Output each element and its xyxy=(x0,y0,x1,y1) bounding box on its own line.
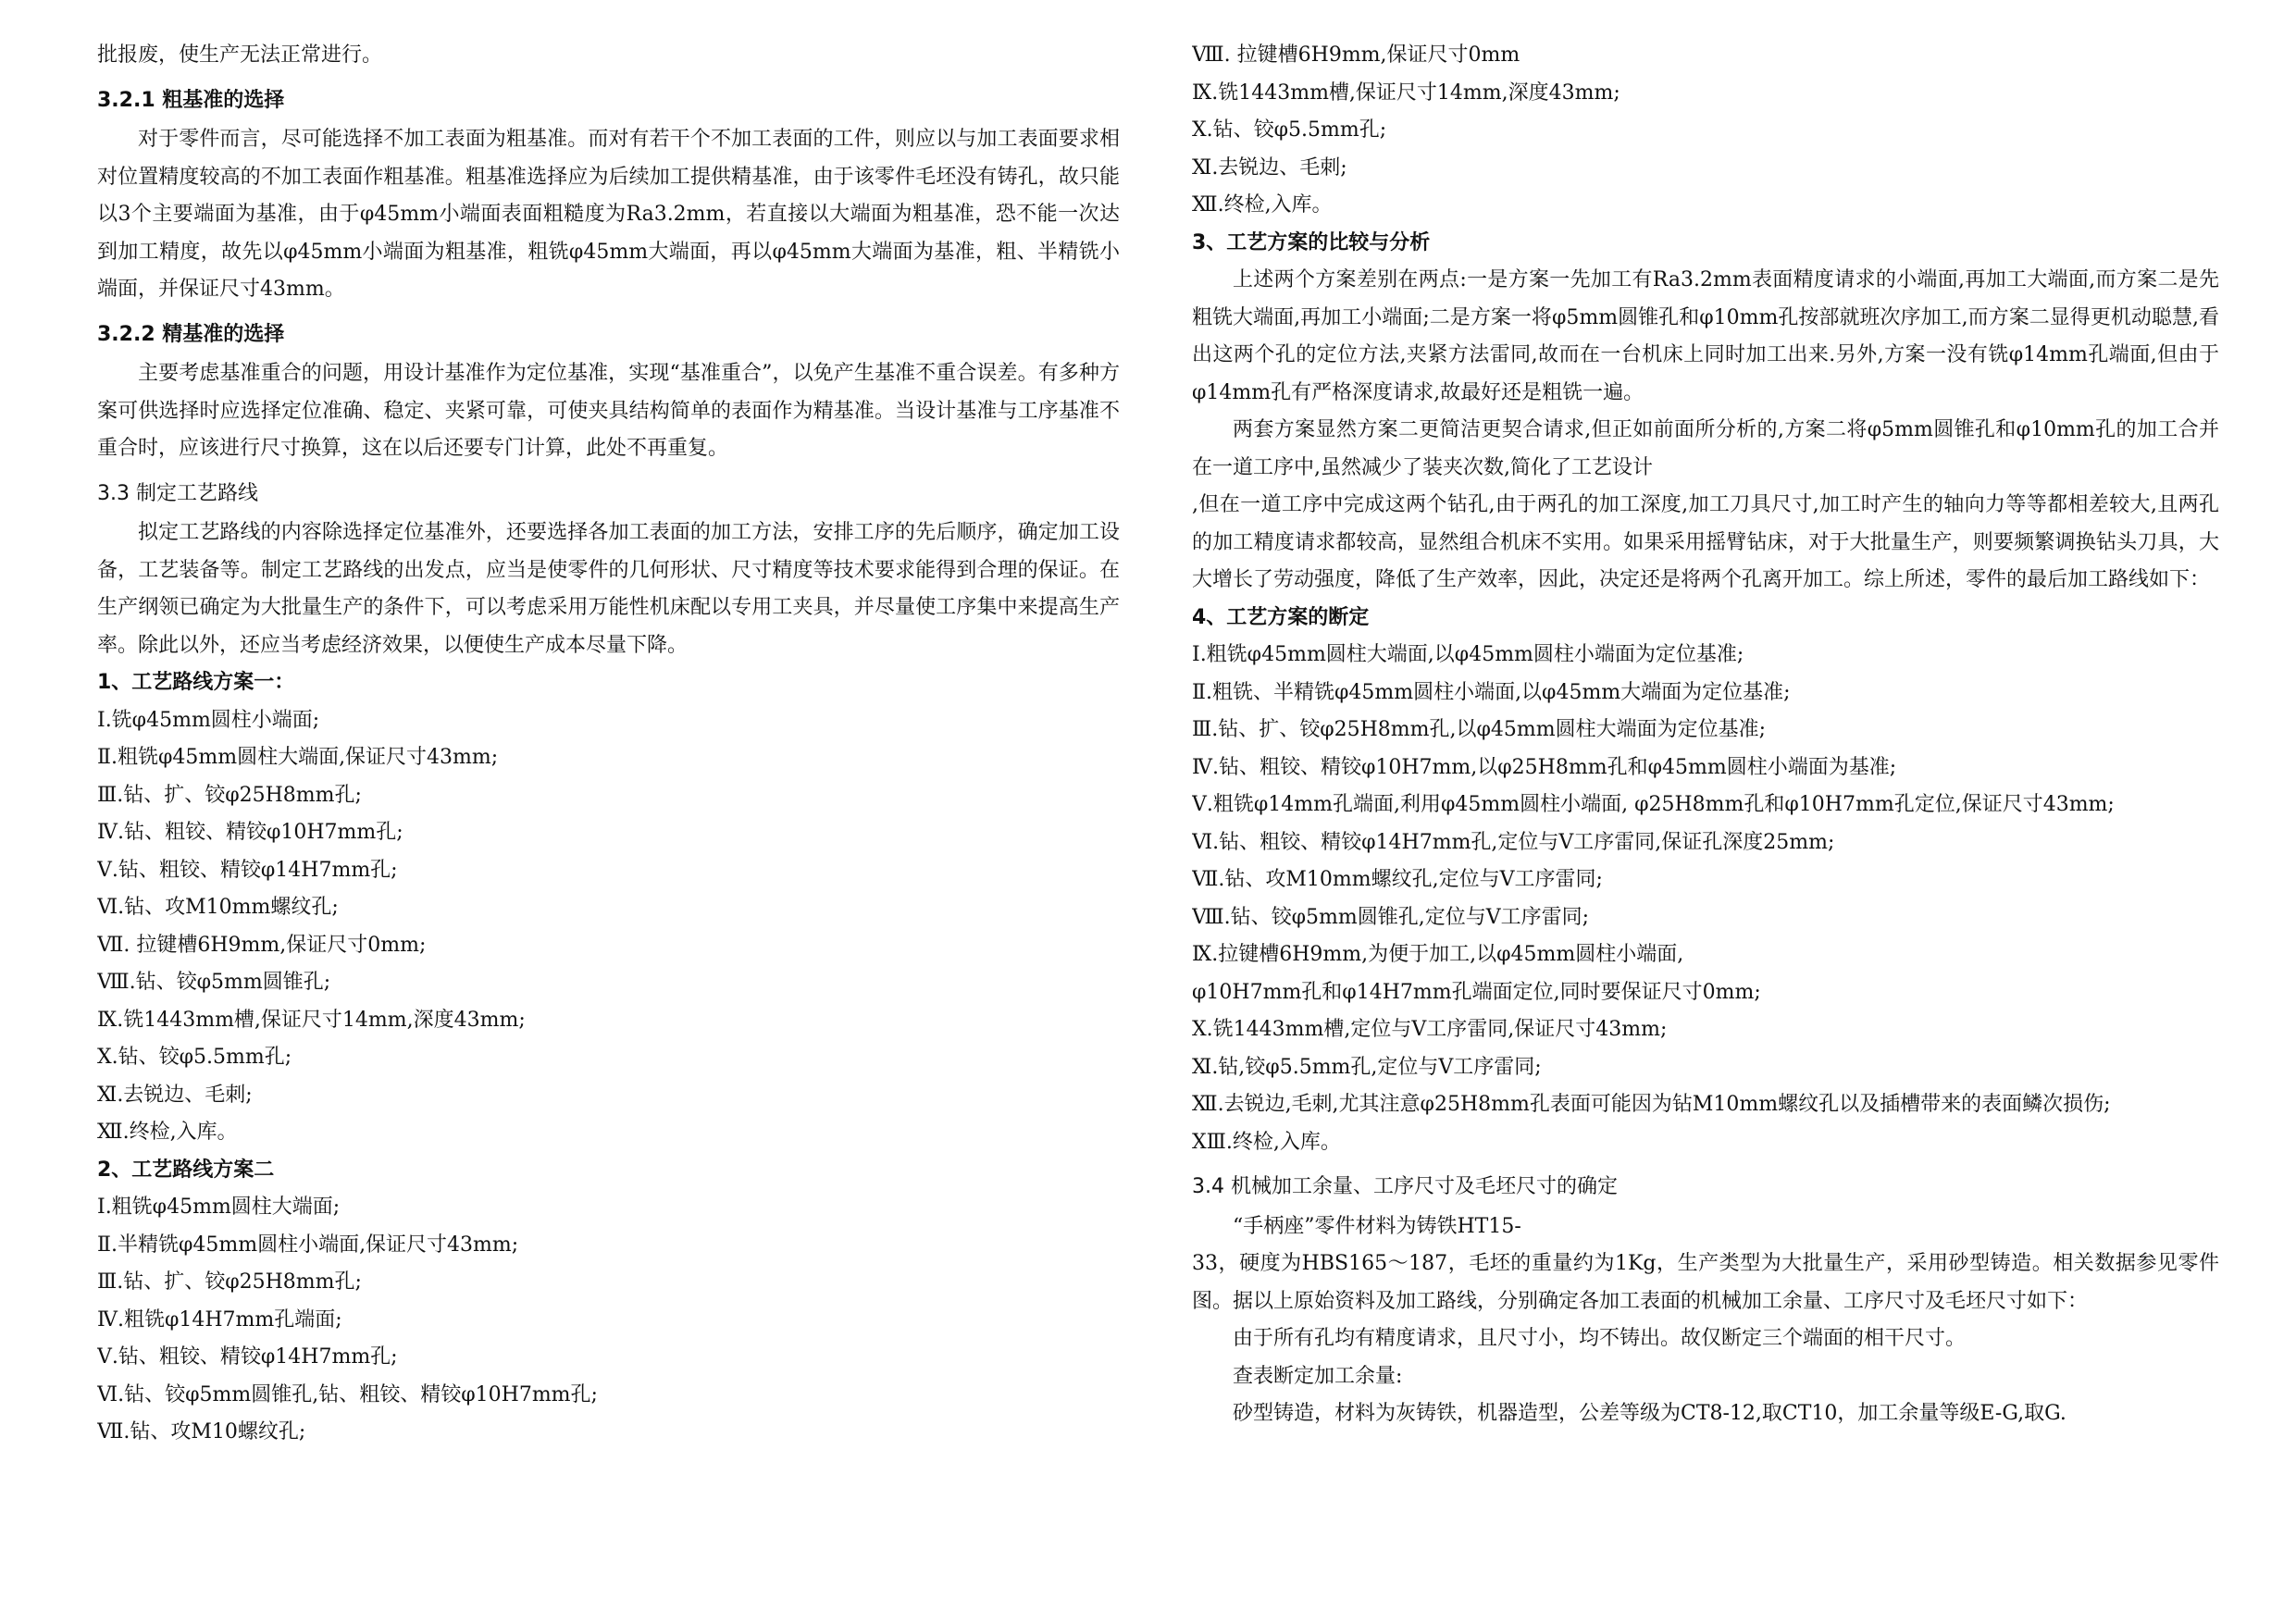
section-3-4-first-line: “手柄座”零件材料为铸铁HT15- xyxy=(1233,1214,1521,1238)
list-item: Ⅰ.粗铣φ45mm圆柱大端面,以φ45mm圆柱小端面为定位基准; xyxy=(1192,643,1744,666)
list-item: Ⅱ.半精铣φ45mm圆柱小端面,保证尺寸43mm; xyxy=(97,1233,519,1257)
list-item: Ⅺ.钻,铰φ5.5mm孔,定位与Ⅴ工序雷同; xyxy=(1192,1055,1542,1079)
section-3-3-heading: 3.3 制定工艺路线 xyxy=(97,481,258,505)
list-item: Ⅷ.钻、铰φ5mm圆锥孔,定位与Ⅴ工序雷同; xyxy=(1192,905,1590,929)
intro-tail-text: 批报废，使生产无法正常进行。 xyxy=(97,43,383,67)
section-3-4-heading: 3.4 机械加工余量、工序尺寸及毛坯尺寸的确定 xyxy=(1192,1175,1618,1198)
comparison-paragraph-3: ,但在一道工序中完成这两个钻孔,由于两孔的加工深度,加工刀具尺寸,加工时产生的轴向力等等都相差较大,且两孔的加工精度请求都较高，显然组合机床不实用。如果采用摇臂钻床，对于大批量生产，则要频繁调换钻头刀具，大大增长了劳动强度，降低了生产效率，因此，决定还是将两个孔离开加工。综上所述，零件的最后加工路线如下： xyxy=(1192,493,2219,591)
comparison-paragraph-2: 两套方案显然方案二更简洁更契合请求,但正如前面所分析的,方案二将φ5mm圆锥孔和φ10mm孔的加工合并在一道工序中,虽然减少了装夹次数,简化了工艺设计 xyxy=(1192,418,2219,479)
list-item: Ⅳ.钻、粗铰、精铰φ10H7mm孔; xyxy=(97,821,403,844)
plan-two-steps xyxy=(97,1189,1120,1452)
section-3-3-body: 拟定工艺路线的内容除选择定位基准外，还要选择各加工表面的加工方法，安排工序的先后顺序，确定加工设备，工艺装备等。制定工艺路线的出发点，应当是使零件的几何形状、尺寸精度等技术要求能得到合理的保证。在生产纲领已确定为大批量生产的条件下，可以考虑采用万能性机床配以专用工夹具，并尽量使工序集中来提高生产率。除此以外，还应当考虑经济效果，以便使生产成本尽量下降。 xyxy=(97,521,1120,657)
list-item: Ⅴ.粗铣φ14mm孔端面,利用φ45mm圆柱小端面, φ25H8mm孔和φ10H7mm孔定位,保证尺寸43mm; xyxy=(1192,793,2115,816)
list-item: Ⅸ.铣1443mm槽,保证尺寸14mm,深度43mm; xyxy=(97,1008,526,1032)
list-item: Ⅳ.钻、粗铰、精铰φ10H7mm,以φ25H8mm孔和φ45mm圆柱小端面为基准; xyxy=(1192,755,1897,779)
list-item: Ⅹ.钻、铰φ5.5mm孔; xyxy=(97,1046,292,1069)
list-item: Ⅵ.钻、粗铰、精铰φ14H7mm孔,定位与Ⅴ工序雷同,保证孔深度25mm; xyxy=(1192,830,1835,854)
list-item: Ⅲ.钻、扩、铰φ25H8mm孔,以φ45mm圆柱大端面为定位基准; xyxy=(1192,718,1767,741)
list-item: Ⅲ.钻、扩、铰φ25H8mm孔; xyxy=(97,783,362,807)
section-3-2-1-body: 对于零件而言，尽可能选择不加工表面为粗基准。而对有若干个不加工表面的工件，则应以与加工表面要求相对位置精度较高的不加工表面作粗基准。粗基准选择应为后续加工提供精基准，由于该零件毛坯没有铸孔，故只能以3个主要端面为基准，由于φ45mm小端面表面粗糙度为Ra3.2mm，若直接以大端面为粗基准，恐不能一次达到加工精度，故先以φ45mm小端面为粗基准，粗铣φ45mm大端面，再以φ45mm大端面为基准，粗、半精铣小端面，并保证尺寸43mm。 xyxy=(97,128,1120,301)
list-item: ⅩⅢ.终检,入库。 xyxy=(1192,1130,1341,1154)
list-item: Ⅸ.拉键槽6H9mm,为便于加工,以φ45mm圆柱小端面, xyxy=(1192,943,1684,966)
plan-one-heading: 1、工艺路线方案一： xyxy=(97,671,295,694)
final-route-heading: 4、工艺方案的断定 xyxy=(1192,605,1370,629)
list-item: Ⅻ.去锐边,毛刺,尤其注意φ25H8mm孔表面可能因为钻M10mm螺纹孔以及插槽带来的表面鳞次损伤; xyxy=(1192,1093,2111,1116)
comparison-paragraph-1: 上述两个方案差别在两点:一是方案一先加工有Ra3.2mm表面精度请求的小端面,再加工大端面,而方案二是先粗铣大端面,再加工小端面;二是方案一将φ5mm圆锥孔和φ10mm孔按部就班次序加工,而方案二显得更机动聪慧,看出这两个孔的定位方法,夹紧方法雷同,故而在一台机床上同时加工出来.另外,方案一没有铣φ14mm孔端面,但由于φ14mm孔有严格深度请求,故最好还是粗铣一遍。 xyxy=(1192,268,2219,404)
final-route-steps xyxy=(1192,637,2219,1161)
list-item: Ⅰ.粗铣φ45mm圆柱大端面; xyxy=(97,1196,341,1219)
list-item: φ10H7mm孔和φ14H7mm孔端面定位,同时要保证尺寸0mm; xyxy=(1192,980,1761,1004)
list-item: Ⅺ.去锐边、毛刺; xyxy=(1192,155,1347,180)
section-3-4-paragraph-3: 查表断定加工余量: xyxy=(1233,1364,1403,1388)
section-3-4-paragraph-4: 砂型铸造，材料为灰铸铁，机器造型，公差等级为CT8-12,取CT10，加工余量等级E-G,取G. xyxy=(1233,1402,2066,1425)
section-3-4-paragraph-1: 33，硬度为HBS165～187，毛坯的重量约为1Kg，生产类型为大批量生产，采用砂型铸造。相关数据参见零件图。据以上原始资料及加工路线，分别确定各加工表面的机械加工余量、工序尺寸及毛坯尺寸如下： xyxy=(1192,1252,2219,1313)
plan-two-steps-continued xyxy=(1192,37,2219,225)
list-item: Ⅲ.钻、扩、铰φ25H8mm孔; xyxy=(97,1270,362,1294)
right-column xyxy=(1192,37,2219,1433)
list-item: Ⅹ.钻、铰φ5.5mm孔; xyxy=(1192,118,1387,142)
section-3-2-2-heading: 3.2.2 精基准的选择 xyxy=(97,322,285,346)
list-item: Ⅻ.终检,入库。 xyxy=(97,1121,238,1144)
list-item: Ⅷ. 拉键槽6H9mm,保证尺寸0mm xyxy=(1192,43,1520,67)
section-3-2-2-body: 主要考虑基准重合的问题，用设计基准作为定位基准，实现“基准重合”，以免产生基准不重合误差。有多种方案可供选择时应选择定位准确、稳定、夹紧可靠，可使夹具结构简单的表面作为精基准。当设计基准与工序基准不重合时，应该进行尺寸换算，这在以后还要专门计算，此处不再重复。 xyxy=(97,362,1120,460)
list-item: Ⅱ.粗铣φ45mm圆柱大端面,保证尺寸43mm; xyxy=(97,746,499,769)
list-item: Ⅶ.钻、攻M10螺纹孔; xyxy=(97,1420,306,1443)
list-item: Ⅰ.铣φ45mm圆柱小端面; xyxy=(97,708,320,732)
section-3-4-paragraph-2: 由于所有孔均有精度请求，且尺寸小，均不铸出。故仅断定三个端面的相干尺寸。 xyxy=(1233,1327,1967,1350)
plan-one-steps xyxy=(97,702,1120,1152)
list-item: Ⅴ.钻、粗铰、精铰φ14H7mm孔; xyxy=(97,858,398,882)
list-item: Ⅹ.铣1443mm槽,定位与Ⅴ工序雷同,保证尺寸43mm; xyxy=(1192,1018,1668,1041)
list-item: Ⅵ.钻、铰φ5mm圆锥孔,钻、粗铰、精铰φ10H7mm孔; xyxy=(97,1382,598,1406)
list-item: Ⅴ.钻、粗铰、精铰φ14H7mm孔; xyxy=(97,1345,398,1369)
list-item: Ⅶ.钻、攻M10mm螺纹孔,定位与Ⅴ工序雷同; xyxy=(1192,868,1603,891)
section-3-2-1-heading: 3.2.1 粗基准的选择 xyxy=(97,88,285,112)
comparison-heading: 3、工艺方案的比较与分析 xyxy=(1192,230,1431,254)
left-column xyxy=(97,37,1120,1452)
list-item: Ⅱ.粗铣、半精铣φ45mm圆柱小端面,以φ45mm大端面为定位基准; xyxy=(1192,680,1791,704)
list-item: Ⅶ. 拉键槽6H9mm,保证尺寸0mm; xyxy=(97,933,427,957)
list-item: Ⅵ.钻、攻M10mm螺纹孔; xyxy=(97,896,339,919)
list-item: Ⅷ.钻、铰φ5mm圆锥孔; xyxy=(97,971,331,994)
list-item: Ⅺ.去锐边、毛刺; xyxy=(97,1083,253,1107)
plan-two-heading: 2、工艺路线方案二 xyxy=(97,1158,275,1182)
list-item: Ⅻ.终检,入库。 xyxy=(1192,193,1333,217)
list-item: Ⅸ.铣1443mm槽,保证尺寸14mm,深度43mm; xyxy=(1192,81,1620,105)
list-item: Ⅳ.粗铣φ14H7mm孔端面; xyxy=(97,1307,342,1332)
